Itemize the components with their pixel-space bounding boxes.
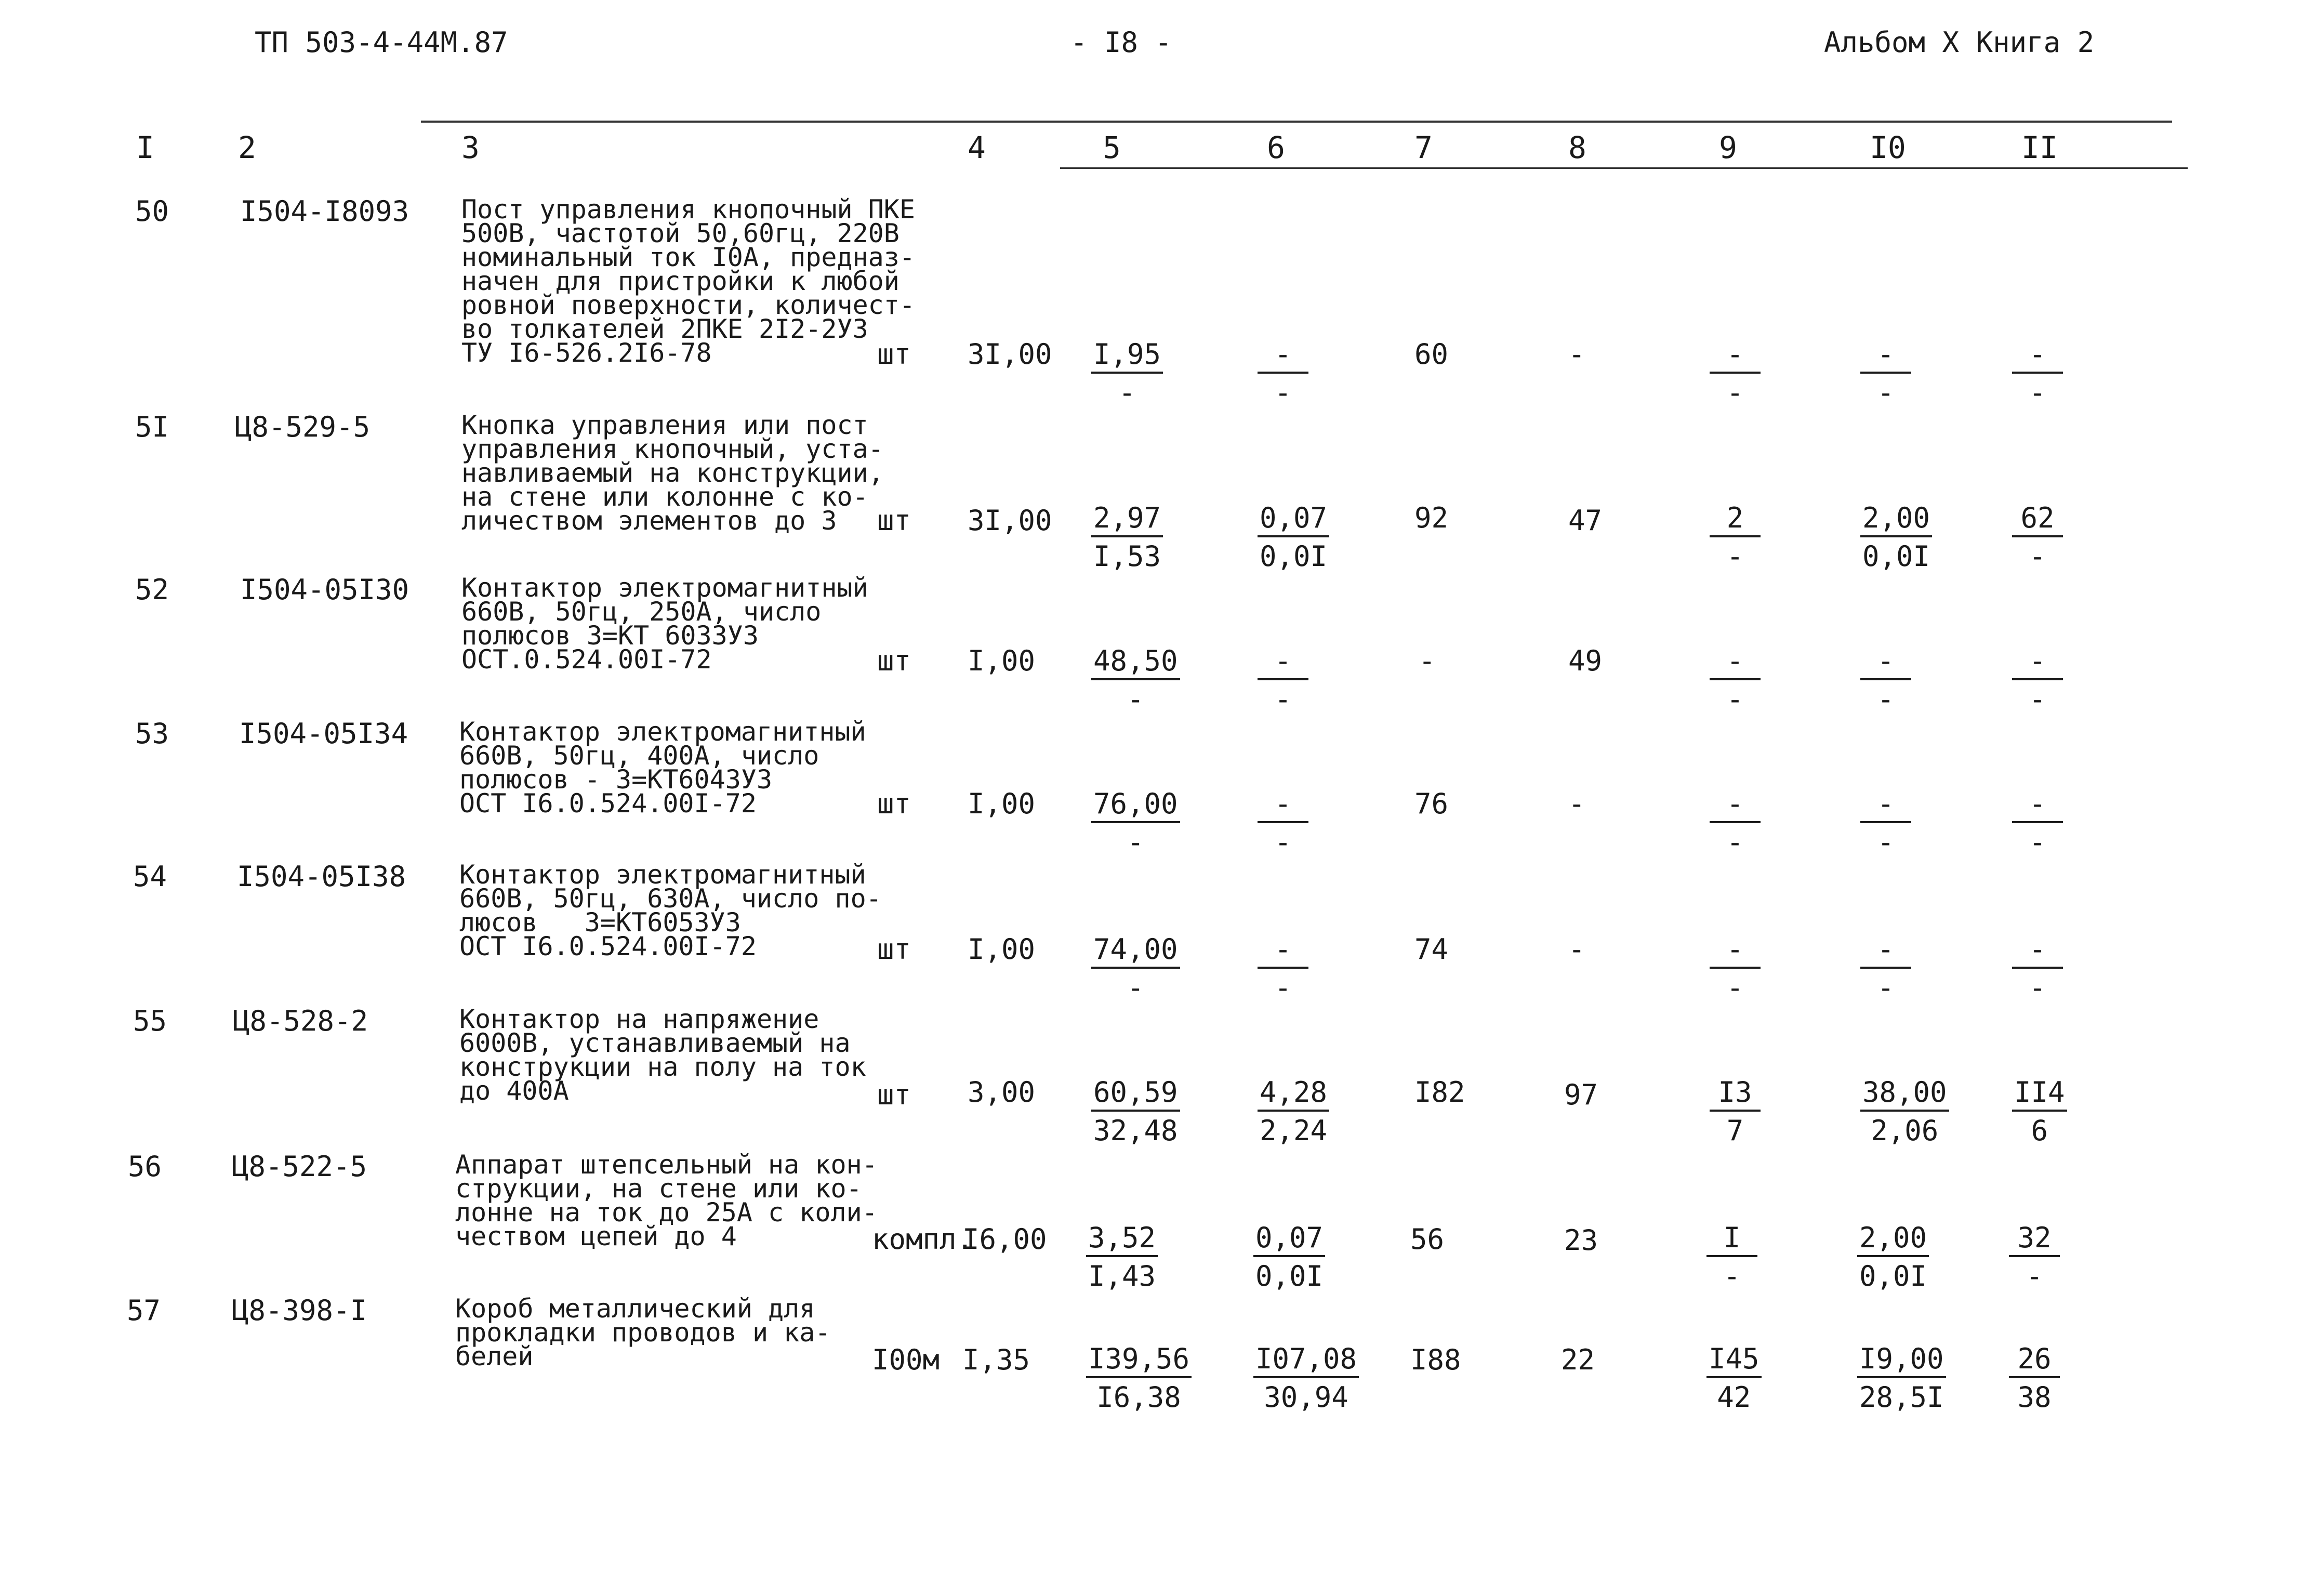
col8-value: - [1568,338,1585,371]
col9-bottom: - [1726,376,1744,409]
col5-top: I,95 [1091,340,1163,374]
col6-bottom: - [1274,376,1292,409]
quantity: I,00 [968,787,1036,820]
col9-value [1706,1342,1762,1414]
quantity: I,00 [968,644,1036,677]
col7-value: 74 [1414,933,1449,966]
col6-bottom: 0,0I [1255,1260,1324,1292]
price-code: Ц8-522-5 [232,1150,367,1183]
col11-value [2009,1342,2060,1414]
col11-top: - [2012,647,2063,680]
col10-bottom: - [1877,826,1895,859]
col6-top: I07,08 [1253,1345,1359,1378]
col5-top: 48,50 [1091,647,1180,680]
col10-value [1860,787,1911,859]
col5-bottom: - [1127,971,1144,1004]
col11-bottom: - [2026,1260,2043,1292]
item-description: Пост управления кнопочный ПКЕ 500В, частотой 50,60гц, 220В номинальный ток I0А, предназ- начен для пристройки к любой ровной поверхности, количест- во толкателей 2ПКЕ 2I2-2УЗ ТУ I6-526.2I6-78 [461,194,915,368]
row-number: 5I [135,411,169,443]
table-top-rule [421,121,2172,123]
price-code: Ц8-528-2 [233,1005,368,1037]
col9-value [1710,504,1761,571]
col10-value [1860,340,1911,407]
col5-bottom: - [1127,683,1144,716]
col9-value [1710,1078,1761,1145]
col6-value [1258,935,1308,1002]
col5-top: I39,56 [1086,1345,1192,1378]
col10-bottom: 2,06 [1871,1114,1939,1147]
item-description: Контактор электромагнитный 660В, 50гц, 400А, число полюсов - 3=КТ6043УЗ ОСТ I6.0.524.00I-72 [459,717,866,819]
column-number-4: 4 [968,130,986,165]
col6-top: 0,07 [1258,504,1329,537]
col10-value [1857,1342,1946,1414]
item-description: Короб металлический для прокладки проводов и ка- белей [455,1294,831,1371]
col11-top: 32 [2009,1224,2060,1257]
col11-bottom: - [2029,826,2046,859]
col9-top: - [1710,340,1761,374]
col5-value [1086,1221,1158,1292]
price-code: I504-I8093 [240,195,409,228]
col11-top: - [2012,935,2063,969]
row-number: 56 [128,1150,162,1183]
col11-value [2012,787,2063,859]
quantity: 3I,00 [968,504,1052,537]
col11-top: 26 [2009,1345,2060,1378]
price-code: I504-05I34 [239,717,408,750]
col9-top: 2 [1710,504,1761,537]
col5-value [1091,644,1180,716]
col7-value: 60 [1414,338,1449,371]
col6-top: - [1258,935,1308,969]
col6-value [1253,1342,1359,1414]
col7-value: 56 [1410,1223,1445,1256]
unit: шт [877,338,911,371]
col11-bottom: - [2029,376,2046,409]
col9-top: - [1710,790,1761,823]
row-number: 57 [127,1294,161,1327]
col11-bottom: - [2029,971,2046,1004]
quantity: I6,00 [962,1223,1047,1256]
item-description: Контактор электромагнитный 660В, 50гц, 250А, число полюсов 3=КТ 6033УЗ ОСТ.0.524.00I-72 [461,573,868,675]
col11-bottom: - [2029,683,2046,716]
document-code: ТП 503-4-44М.87 [255,26,508,59]
col6-value [1258,1078,1329,1145]
col10-top: - [1860,340,1911,374]
col7-value: I82 [1414,1076,1465,1109]
col5-value [1091,504,1163,571]
col7-value: 76 [1414,787,1449,820]
col6-bottom: 2,24 [1260,1114,1328,1147]
col10-value [1860,504,1932,571]
col10-top: - [1860,790,1911,823]
price-code: Ц8-529-5 [235,411,371,443]
price-code: Ц8-398-I [232,1294,367,1327]
col11-top: - [2012,340,2063,374]
col5-bottom: - [1127,826,1144,859]
item-description: Кнопка управления или пост управления кнопочный, уста- навливаемый на конструкции, на стене или колонне с ко- личеством элементов до 3 [461,410,884,536]
column-number-5: 5 [1103,130,1121,165]
col6-bottom: 30,94 [1264,1381,1348,1414]
col10-top: I9,00 [1857,1345,1946,1378]
column-number-3: 3 [461,130,480,165]
col8-value: 23 [1564,1224,1598,1257]
col9-value [1706,1221,1757,1292]
col5-bottom: - [1118,376,1136,409]
unit: шт [877,644,911,677]
unit: шт [877,787,911,820]
row-number: 52 [135,573,169,606]
col7-value: I88 [1410,1343,1461,1376]
unit: шт [877,1078,911,1111]
col5-bottom: I,43 [1088,1260,1156,1292]
quantity: I,35 [962,1343,1030,1376]
col10-value [1857,1221,1929,1292]
col9-bottom: - [1726,540,1744,573]
col9-bottom: - [1726,971,1744,1004]
col11-value [2012,1078,2067,1145]
col6-top: 0,07 [1253,1224,1325,1257]
page-number: - I8 - [1070,26,1172,59]
col11-value [2012,340,2063,407]
row-number: 50 [135,195,169,228]
col8-value: 22 [1561,1343,1595,1376]
col11-value [2012,504,2063,571]
col9-value [1710,787,1761,859]
quantity: 3,00 [968,1076,1036,1109]
col8-value: 97 [1564,1078,1598,1111]
header-bottom-rule [1060,167,2188,169]
col10-value [1860,644,1911,716]
col11-value [2012,935,2063,1002]
col9-value [1710,935,1761,1002]
item-description: Аппарат штепсельный на кон- струкции, на стене или ко- лонне на ток до 25А с коли- чеством цепей до 4 [455,1150,878,1251]
price-code: I504-05I38 [237,860,406,893]
col9-bottom: 7 [1726,1114,1744,1147]
unit: компл. [872,1223,974,1256]
col6-bottom: - [1274,826,1292,859]
column-number-9: 9 [1719,130,1737,165]
column-number-8: 8 [1568,130,1586,165]
column-number-1: I [136,130,154,165]
col10-top: - [1860,647,1911,680]
column-number-6: 6 [1267,130,1285,165]
col5-value [1091,340,1163,407]
col11-top: II4 [2012,1078,2067,1112]
col6-value [1258,504,1329,571]
row-number: 53 [135,717,169,750]
col5-bottom: I,53 [1093,540,1161,573]
col5-bottom: 32,48 [1093,1114,1178,1147]
col11-value [2012,644,2063,716]
col11-bottom: 6 [2031,1114,2048,1147]
item-description: Контактор на напряжение 6000В, устанавливаемый на конструкции на полу на ток до 400А [459,1004,866,1106]
col11-bottom: - [2029,540,2046,573]
col5-value [1086,1342,1192,1414]
col5-top: 60,59 [1091,1078,1180,1112]
col5-value [1091,1078,1180,1145]
column-number-7: 7 [1414,130,1433,165]
col8-value: - [1568,933,1585,966]
col10-bottom: - [1877,376,1895,409]
col6-top: - [1258,340,1308,374]
col9-bottom: 42 [1717,1381,1751,1414]
col9-top: I [1706,1224,1757,1257]
col10-value [1860,935,1911,1002]
col5-top: 76,00 [1091,790,1180,823]
col9-value [1710,340,1761,407]
col5-top: 3,52 [1086,1224,1158,1257]
quantity: 3I,00 [968,338,1052,371]
col11-top: - [2012,790,2063,823]
col9-top: - [1710,935,1761,969]
col10-bottom: 0,0I [1859,1260,1927,1292]
col6-value [1253,1221,1325,1292]
col11-value [2009,1221,2060,1292]
col9-bottom: - [1726,683,1744,716]
col9-value [1710,644,1761,716]
quantity: I,00 [968,933,1036,966]
col9-bottom: - [1726,826,1744,859]
column-number-2: 2 [238,130,256,165]
col9-top: I45 [1706,1345,1762,1378]
col5-bottom: I6,38 [1096,1381,1181,1414]
col10-top: 38,00 [1860,1078,1949,1112]
col11-top: 62 [2012,504,2063,537]
col10-top: 2,00 [1857,1224,1929,1257]
col8-value: - [1568,787,1585,820]
column-number-11: II [2021,130,2058,165]
col10-bottom: - [1877,683,1895,716]
col8-value: 49 [1568,644,1603,677]
unit: шт [877,933,911,966]
col5-value [1091,787,1180,859]
col6-value [1258,340,1308,407]
col6-bottom: 0,0I [1260,540,1328,573]
unit: I00м [872,1343,940,1376]
col5-top: 2,97 [1091,504,1163,537]
album-book-label: Альбом X Книга 2 [1824,26,2095,59]
col6-value [1258,787,1308,859]
col6-bottom: - [1274,971,1292,1004]
col6-top: - [1258,790,1308,823]
row-number: 54 [133,860,167,893]
price-code: I504-05I30 [240,573,409,606]
item-description: Контактор электромагнитный 660В, 50гц, 630А, число по- люсов 3=КТ6053УЗ ОСТ I6.0.524.00I-72 [459,860,882,961]
col5-top: 74,00 [1091,935,1180,969]
col9-bottom: - [1723,1260,1741,1292]
col6-top: - [1258,647,1308,680]
col10-top: 2,00 [1860,504,1932,537]
col10-bottom: 0,0I [1862,540,1930,573]
col7-value: 92 [1414,502,1449,534]
col6-value [1258,644,1308,716]
col9-top: - [1710,647,1761,680]
col10-bottom: - [1877,971,1895,1004]
col7-value: - [1419,644,1436,677]
row-number: 55 [133,1005,167,1037]
col10-top: - [1860,935,1911,969]
col6-bottom: - [1274,683,1292,716]
unit: шт [877,504,911,537]
col6-top: 4,28 [1258,1078,1329,1112]
column-number-10: I0 [1870,130,1906,165]
col10-value [1860,1078,1949,1145]
col9-top: I3 [1710,1078,1761,1112]
col5-value [1091,935,1180,1002]
col11-bottom: 38 [2017,1381,2052,1414]
col10-bottom: 28,5I [1859,1381,1944,1414]
col8-value: 47 [1568,504,1603,537]
